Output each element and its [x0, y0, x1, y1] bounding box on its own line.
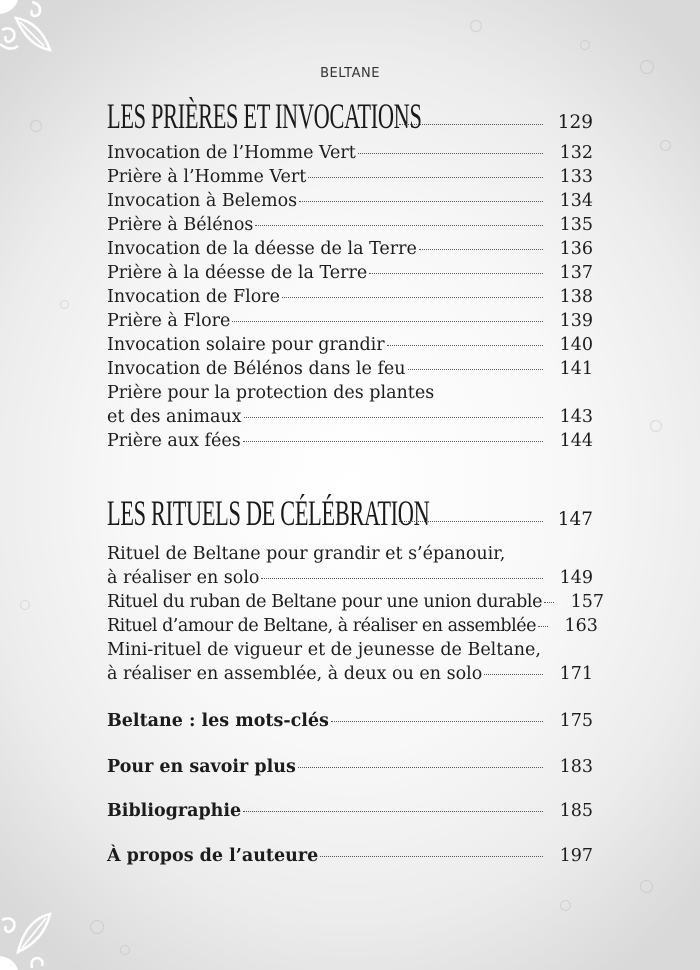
leader-dots: [243, 810, 543, 812]
entry-label: Invocation de l’Homme Vert: [107, 143, 356, 163]
entry-label-continued: à réaliser en solo: [107, 568, 260, 588]
leader-dots: [308, 176, 543, 178]
page-number: 136: [559, 239, 593, 259]
floral-ornament-icon: [0, 0, 60, 70]
toc-entry[interactable]: [107, 358, 593, 380]
leader-dots: [299, 200, 543, 202]
entry-label: Rituel de Beltane pour grandir et s’épanouir,: [107, 544, 506, 564]
leader-dots: [399, 520, 543, 522]
floral-ornament-icon: [0, 900, 60, 970]
toc-entry[interactable]: [107, 190, 593, 212]
page-number: 157: [570, 592, 605, 612]
page-number: 175: [559, 711, 593, 731]
entry-label: Invocation à Belemos: [107, 191, 298, 211]
toc-back-matter-keywords[interactable]: [107, 710, 593, 732]
page-number: 163: [564, 616, 598, 636]
toc-entry-line1[interactable]: [107, 543, 593, 565]
toc-entry[interactable]: [107, 406, 593, 428]
page-number: 133: [559, 167, 593, 187]
entry-label: Invocation de Flore: [107, 287, 280, 307]
entry-label: Rituel d’amour de Beltane, à réaliser en assemblée: [107, 616, 536, 636]
leader-dots: [244, 416, 543, 418]
page-number: 132: [559, 143, 593, 163]
entry-label: Bibliographie: [107, 801, 242, 821]
chapter-title: LES PRIÈRES ET INVOCATIONS: [107, 96, 422, 136]
entry-label: Prière aux fées: [107, 431, 241, 451]
toc-entry-line1[interactable]: [107, 639, 593, 661]
page-number: 147: [557, 509, 593, 530]
leader-dots: [261, 577, 543, 579]
toc-entry[interactable]: [107, 430, 593, 452]
page-number: 197: [559, 846, 593, 866]
page-number: 129: [557, 112, 593, 133]
toc-back-matter-further-reading[interactable]: [107, 756, 593, 778]
leader-dots: [419, 248, 543, 250]
page-number: 141: [559, 359, 593, 379]
toc-entry[interactable]: [107, 166, 593, 188]
page-number: 137: [559, 263, 593, 283]
page-number: 140: [559, 335, 593, 355]
entry-label-continued: à réaliser en assemblée, à deux ou en solo: [107, 664, 483, 684]
page-number: 138: [559, 287, 593, 307]
page-number: 149: [559, 568, 593, 588]
entry-label-continued: et des animaux: [107, 407, 242, 427]
toc-entry[interactable]: [107, 142, 593, 164]
entry-label: Pour en savoir plus: [107, 757, 296, 777]
page-number: 171: [559, 664, 593, 684]
toc-entry[interactable]: [107, 567, 593, 589]
page-number: 185: [559, 801, 593, 821]
page-number: 139: [559, 311, 593, 331]
leader-dots: [331, 720, 543, 722]
leader-dots: [232, 320, 543, 322]
toc-chapter-prieres[interactable]: [107, 96, 593, 136]
entry-label: Prière à la déesse de la Terre: [107, 263, 368, 283]
toc-entry[interactable]: [107, 663, 593, 685]
leader-dots: [399, 123, 543, 125]
toc-entry[interactable]: [107, 615, 598, 637]
entry-label: Mini-rituel de vigueur et de jeunesse de Beltane,: [107, 640, 541, 660]
leader-dots: [538, 625, 548, 627]
running-head: BELTANE: [320, 66, 380, 81]
toc-entry[interactable]: [107, 310, 593, 332]
toc-entry-line1[interactable]: [107, 382, 593, 404]
entry-label: Prière à l’Homme Vert: [107, 167, 307, 187]
entry-label: Beltane : les mots-clés: [107, 711, 329, 731]
entry-label: Rituel du ruban de Beltane pour une union durable: [107, 592, 543, 612]
toc-entry[interactable]: [107, 262, 593, 284]
leader-dots: [369, 272, 543, 274]
page-number: 143: [559, 407, 593, 427]
toc-entry[interactable]: [107, 238, 593, 260]
toc-entry[interactable]: [107, 214, 593, 236]
entry-label: À propos de l’auteure: [107, 846, 319, 866]
toc-entry[interactable]: [107, 286, 593, 308]
leader-dots: [282, 296, 543, 298]
entry-label: Invocation solaire pour grandir: [107, 335, 385, 355]
toc-back-matter-about-author[interactable]: [107, 845, 593, 867]
chapter-title: LES RITUELS DE CÉLÉBRATION: [107, 493, 430, 533]
entry-label: Prière à Flore: [107, 311, 231, 331]
page-number: 144: [559, 431, 593, 451]
leader-dots: [358, 152, 543, 154]
page-number: 183: [559, 757, 593, 777]
entry-label: Prière à Bélénos: [107, 215, 254, 235]
leader-dots: [255, 224, 543, 226]
leader-dots: [243, 440, 543, 442]
toc-entry[interactable]: [107, 591, 605, 613]
leader-dots: [544, 601, 554, 603]
entry-label: Invocation de la déesse de la Terre: [107, 239, 417, 259]
page-number: 134: [559, 191, 593, 211]
toc-back-matter-bibliography[interactable]: [107, 800, 593, 822]
entry-label: Invocation de Bélénos dans le feu: [107, 359, 406, 379]
leader-dots: [484, 673, 543, 675]
page-number: 135: [559, 215, 593, 235]
leader-dots: [298, 766, 543, 768]
leader-dots: [408, 368, 543, 370]
leader-dots: [387, 344, 543, 346]
entry-label: Prière pour la protection des plantes: [107, 383, 435, 403]
leader-dots: [320, 855, 543, 857]
toc-entry[interactable]: [107, 334, 593, 356]
toc-chapter-rituels[interactable]: [107, 493, 593, 533]
